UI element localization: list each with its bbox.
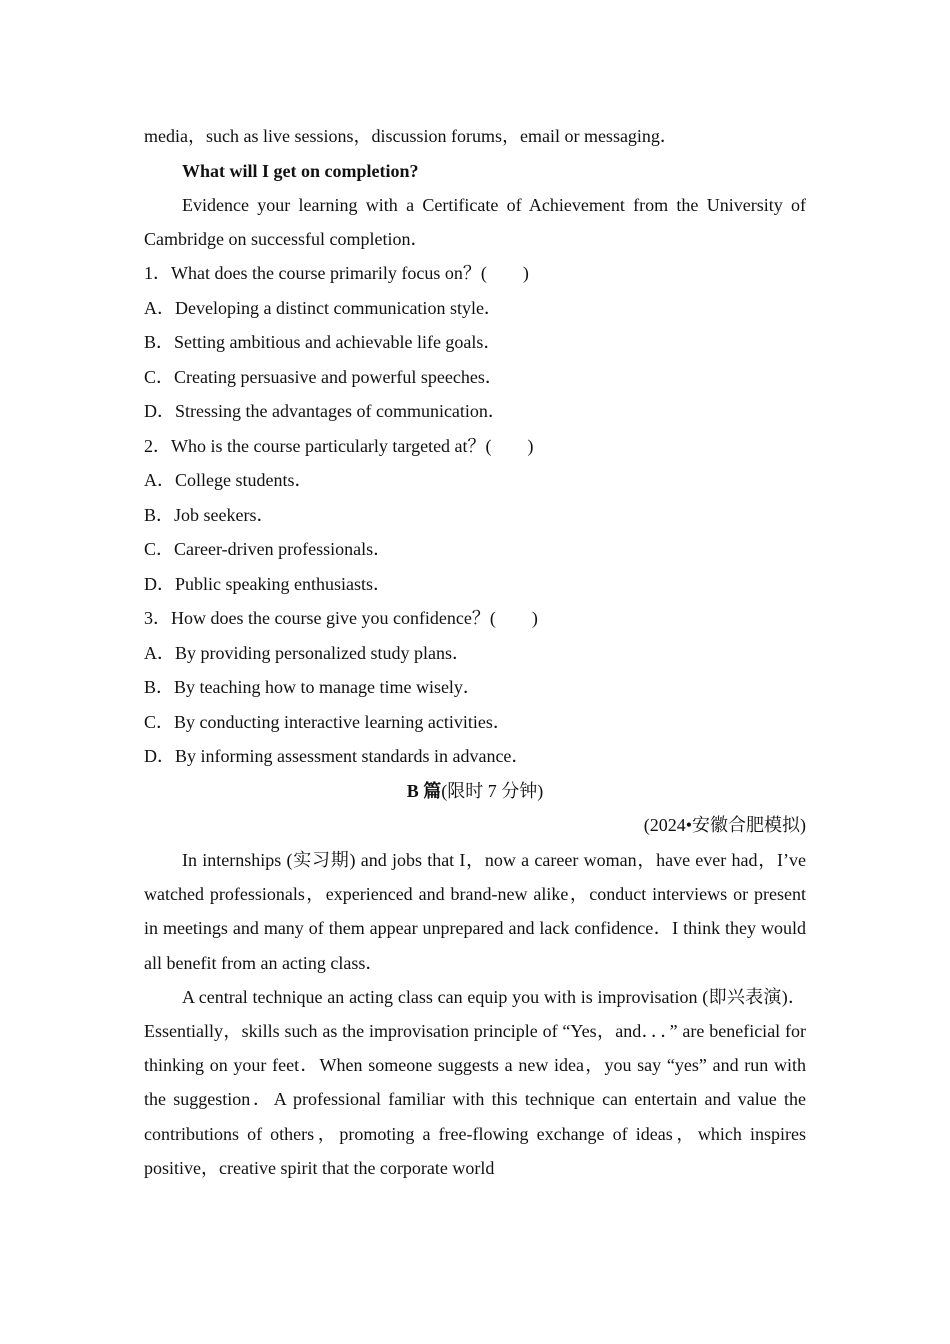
question-3-option-d: D．By informing assessment standards in advance． <box>144 746 530 767</box>
question-2-stem: 2．Who is the course particularly targeted at？( <box>144 435 492 456</box>
question-2-option-c: C．Career-driven professionals． <box>144 539 392 560</box>
document-page <box>144 119 806 1185</box>
question-3-close: ) <box>531 608 538 629</box>
question-2-option-b: B．Job seekers． <box>144 504 275 525</box>
question-1-stem: 1．What does the course primarily focus on？( <box>144 263 487 284</box>
question-3-option-c: C．By conducting interactive learning activities． <box>144 711 511 732</box>
completion-heading: What will I get on completion? <box>182 160 419 181</box>
question-1 <box>144 256 806 291</box>
section-b-paragraph-2: A central technique an acting class can equip you with is improvisation (即兴表演)．Essentially，skills such as the improvisation principle of “Yes，and．．．” are beneficial for thinking on your feet．When someone suggests a new idea，you say “yes” and run with the suggestion．A professional familiar with this technique can entertain and value the contributions of others，promoting a free-flowing exchange of ideas，which inspires positive，creative spirit that the corporate world <box>144 986 806 1178</box>
question-1-close: ) <box>522 263 529 284</box>
section-b-source: (2024•安徽合肥模拟) <box>643 815 806 836</box>
section-b-title-label: B 篇 <box>406 780 442 801</box>
completion-text: Evidence your learning with a Certificate of Achievement from the University of Cambridge on successful completion． <box>144 195 806 250</box>
passage-continuation: media，such as live sessions，discussion forums，email or messaging． <box>144 126 678 146</box>
question-1-option-b: B．Setting ambitious and achievable life goals． <box>144 332 502 353</box>
question-1-option-c: C．Creating persuasive and powerful speeches． <box>144 366 503 387</box>
section-b-paragraph-1: In internships (实习期) and jobs that I，now a career woman，have ever had，I’ve watched professionals，experienced and brand-new alike，conduct interviews or present in meetings and many of them appear unprepared and lack confidence．I think they would all benefit from an acting class． <box>144 849 806 973</box>
question-1-option-d: D．Stressing the advantages of communication． <box>144 401 506 422</box>
question-1-option-a: A．Developing a distinct communication style． <box>144 297 502 318</box>
question-2-option-a: A．College students． <box>144 470 313 491</box>
question-2 <box>144 429 806 464</box>
question-3-stem: 3．How does the course give you confidence？( <box>144 608 496 629</box>
question-3-option-a: A．By providing personalized study plans． <box>144 642 470 663</box>
question-2-close: ) <box>527 435 534 456</box>
section-b-time-limit: (限时 7 分钟) <box>441 780 544 801</box>
question-3 <box>144 601 806 636</box>
question-3-option-b: B．By teaching how to manage time wisely． <box>144 677 481 698</box>
question-2-option-d: D．Public speaking enthusiasts． <box>144 573 391 594</box>
section-b-title <box>144 774 806 809</box>
